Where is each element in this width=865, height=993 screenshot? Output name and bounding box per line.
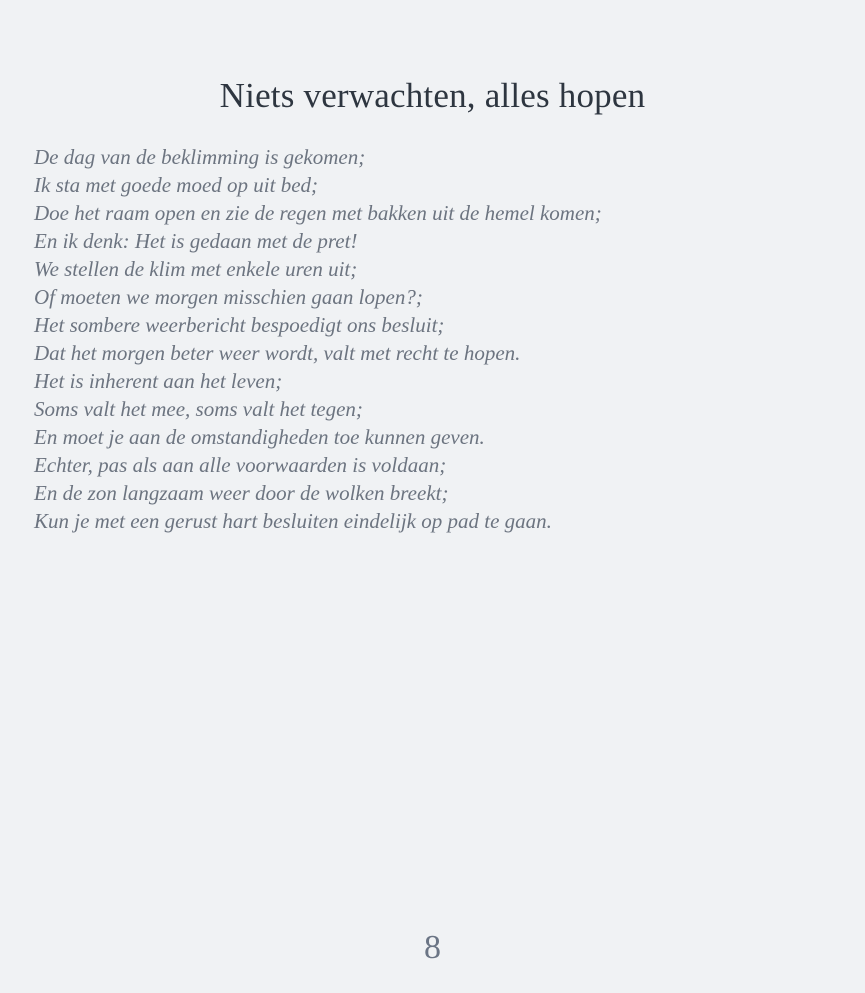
poem-line: En ik denk: Het is gedaan met de pret!: [34, 229, 358, 253]
poem-line: Dat het morgen beter weer wordt, valt met recht te hopen.: [34, 341, 521, 365]
poem-line: Echter, pas als aan alle voorwaarden is voldaan;: [34, 453, 447, 477]
poem-line: Soms valt het mee, soms valt het tegen;: [34, 397, 363, 421]
poem-line: En de zon langzaam weer door de wolken breekt;: [34, 481, 449, 505]
poem-line: De dag van de beklimming is gekomen;: [34, 145, 366, 169]
poem: [34, 143, 834, 535]
poem-line: Het sombere weerbericht bespoedigt ons besluit;: [34, 313, 445, 337]
poem-line: We stellen de klim met enkele uren uit;: [34, 257, 358, 281]
poem-line: Het is inherent aan het leven;: [34, 369, 283, 393]
poem-line: Doe het raam open en zie de regen met bakken uit de hemel komen;: [34, 201, 602, 225]
page-title: Niets verwachten, alles hopen: [219, 76, 646, 115]
poem-line: Of moeten we morgen misschien gaan lopen?;: [34, 285, 423, 309]
page-number: 8: [424, 929, 441, 966]
poem-line: Kun je met een gerust hart besluiten eindelijk op pad te gaan.: [34, 509, 552, 533]
poem-line: Ik sta met goede moed op uit bed;: [34, 173, 319, 197]
poem-line: En moet je aan de omstandigheden toe kunnen geven.: [34, 425, 485, 449]
